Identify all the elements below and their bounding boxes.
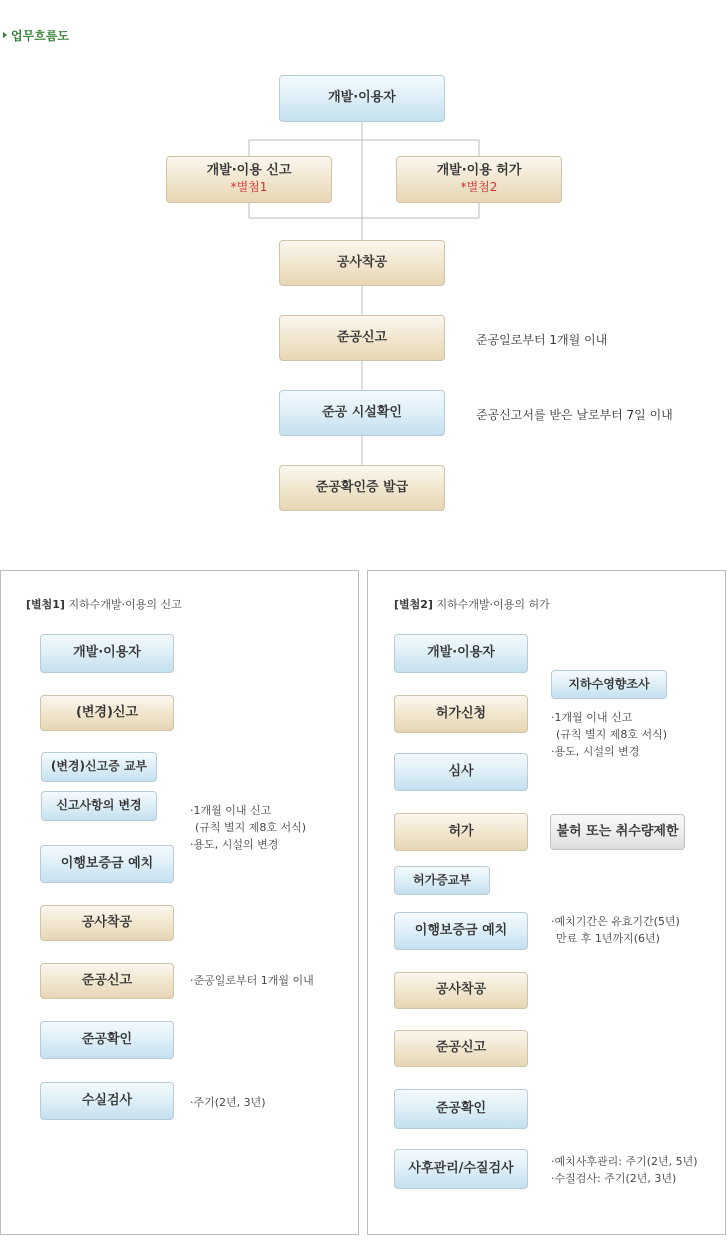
annex2-title-text: 지하수개발·이용의 허가 xyxy=(436,598,550,611)
a2-completion-check-box xyxy=(394,1089,528,1129)
a2-deposit-note-line: 만료 후 1년까지(6년) xyxy=(556,932,660,945)
a1-construction-label: 공사착공 xyxy=(81,914,133,930)
a2-post-manage-label: 사후관리/수질검사 xyxy=(408,1160,514,1176)
a2-developer-box xyxy=(394,634,528,673)
a2-completion-check-label: 준공확인 xyxy=(435,1100,487,1116)
completion-report-label: 준공신고 xyxy=(336,329,388,345)
a2-developer-label: 개발·이용자 xyxy=(427,645,495,661)
a1-construction-box xyxy=(40,905,174,941)
a2-apply-note xyxy=(551,709,667,760)
a1-report-label: (변경)신고 xyxy=(75,704,139,720)
a1-completion-report-label: 준공신고 xyxy=(81,972,133,988)
a2-post-note-line: ·예치사후관리: 주기(2년, 5년) xyxy=(551,1155,698,1168)
a2-deposit-label: 이행보증금 예치 xyxy=(414,922,508,938)
a2-deposit-note-line: ·예치기간은 유효기간(5년) xyxy=(551,915,680,928)
construction-box xyxy=(279,240,445,286)
a2-deposit-note xyxy=(551,913,680,947)
a1-change-label: 신고사항의 변경 xyxy=(56,798,142,813)
a1-cert-issue-box xyxy=(41,752,157,782)
a2-completion-report-label: 준공신고 xyxy=(435,1040,487,1056)
completion-report-note: 준공일로부터 1개월 이내 xyxy=(476,333,608,347)
a1-developer-box xyxy=(40,634,174,673)
page-title: 업무흐름도 xyxy=(11,28,69,43)
certificate-box xyxy=(279,465,445,511)
a1-report-note-line: (규칙 별지 제8호 서식) xyxy=(195,821,307,834)
report-box[interactable] xyxy=(166,156,332,203)
a2-permit-label: 허가 xyxy=(448,823,474,839)
a1-developer-label: 개발·이용자 xyxy=(73,645,141,661)
a1-water-test-label: 수실검사 xyxy=(81,1092,133,1108)
permit-box[interactable] xyxy=(396,156,562,203)
developer-label: 개발·이용자 xyxy=(328,90,396,106)
facility-check-label: 준공 시설확인 xyxy=(322,404,402,420)
a2-survey-box xyxy=(551,670,667,699)
a1-deposit-box xyxy=(40,845,174,883)
annex1-title xyxy=(26,596,182,612)
a1-report-note-line: ·1개월 이내 신고 xyxy=(190,804,272,817)
facility-check-note: 준공신고서를 받은 날로부터 7일 이내 xyxy=(476,408,673,422)
report-annex-link[interactable]: *별첨1 xyxy=(230,180,268,195)
completion-report-box xyxy=(279,315,445,361)
a1-completion-check-box xyxy=(40,1021,174,1059)
a2-apply-note-line: ·용도, 시설의 변경 xyxy=(551,745,640,758)
facility-check-box xyxy=(279,390,445,436)
a1-cert-issue-label: (변경)신고증 교부 xyxy=(50,759,148,774)
a2-review-box xyxy=(394,753,528,791)
a2-construction-label: 공사착공 xyxy=(435,982,487,998)
a1-report-box xyxy=(40,695,174,731)
a1-deposit-label: 이행보증금 예치 xyxy=(60,855,154,871)
a2-apply-label: 허가신청 xyxy=(435,705,487,721)
a2-permit-box xyxy=(394,813,528,851)
bullet-arrow-icon xyxy=(3,32,7,38)
certificate-label: 준공확인증 발급 xyxy=(315,479,409,495)
a2-deny-box xyxy=(550,814,685,850)
a1-completion-report-box xyxy=(40,963,174,999)
a2-construction-box xyxy=(394,972,528,1009)
permit-label: 개발·이용 허가 xyxy=(436,163,522,179)
report-label: 개발·이용 신고 xyxy=(206,163,292,179)
developer-box xyxy=(279,75,445,122)
a2-apply-note-line: ·1개월 이내 신고 xyxy=(551,711,633,724)
a1-report-note-line: ·용도, 시설의 변경 xyxy=(190,838,279,851)
a2-deposit-box xyxy=(394,912,528,950)
permit-annex-link[interactable]: *별첨2 xyxy=(460,180,498,195)
a1-water-test-note: ·주기(2년, 3년) xyxy=(190,1096,266,1109)
a2-review-label: 심사 xyxy=(448,763,474,779)
a2-post-manage-box xyxy=(394,1149,528,1189)
a2-completion-report-box xyxy=(394,1030,528,1067)
annex2-bracket: [별첨2] xyxy=(394,598,433,611)
page-heading xyxy=(3,27,69,43)
a2-cert-issue-box xyxy=(394,866,490,895)
a1-completion-check-label: 준공확인 xyxy=(81,1031,133,1047)
a2-post-note xyxy=(551,1153,698,1187)
a2-survey-label: 지하수영향조사 xyxy=(568,676,650,691)
a2-cert-issue-label: 허가증교부 xyxy=(413,872,471,887)
a2-apply-note-line: (규칙 별지 제8호 서식) xyxy=(556,728,668,741)
a2-post-note-line: ·수질검사: 주기(2년, 3년) xyxy=(551,1172,677,1185)
a1-report-note xyxy=(190,802,306,853)
annex1-title-text: 지하수개발·이용의 신고 xyxy=(68,598,182,611)
annex1-bracket: [별첨1] xyxy=(26,598,65,611)
a2-deny-label: 불허 또는 취수량제한 xyxy=(556,823,679,839)
a1-water-test-box xyxy=(40,1082,174,1120)
a2-apply-box xyxy=(394,695,528,733)
a1-completion-note: ·준공일로부터 1개월 이내 xyxy=(190,974,314,987)
a1-change-box xyxy=(41,791,157,821)
annex2-title xyxy=(394,596,550,612)
construction-label: 공사착공 xyxy=(336,254,388,270)
